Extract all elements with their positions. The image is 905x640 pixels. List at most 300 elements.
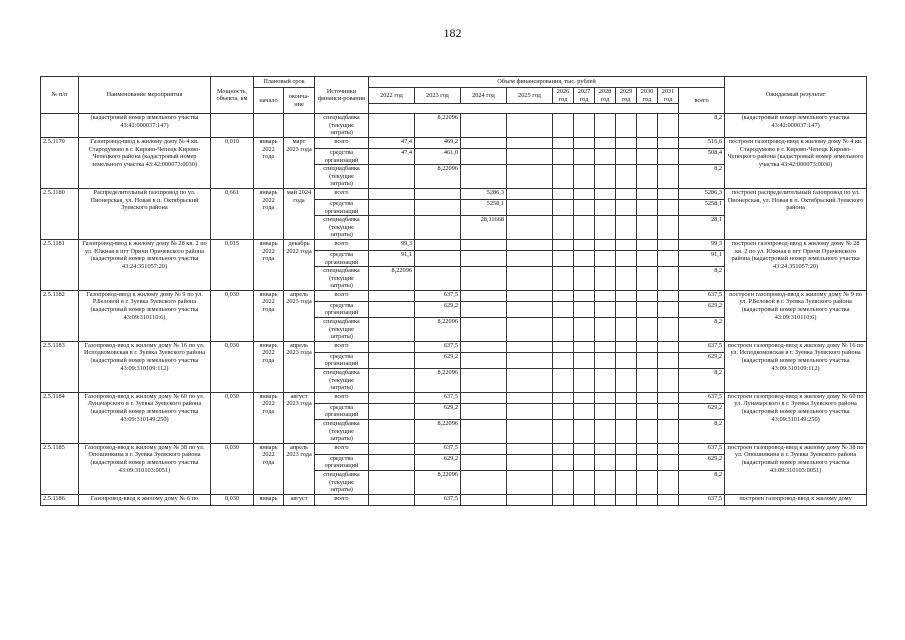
header-name: Наименование мероприятия bbox=[79, 77, 211, 114]
table-row bbox=[41, 239, 867, 250]
value-total: 637,5 bbox=[679, 494, 725, 505]
value-2024 bbox=[461, 148, 507, 164]
value-empty bbox=[658, 267, 679, 291]
value-2022 bbox=[369, 443, 415, 454]
value-2023 bbox=[415, 239, 461, 250]
value-empty bbox=[553, 267, 574, 291]
item-source: всего bbox=[315, 341, 369, 352]
value-empty bbox=[637, 470, 658, 494]
value-2022 bbox=[369, 199, 415, 215]
value-empty bbox=[595, 216, 616, 240]
value-empty bbox=[658, 239, 679, 250]
table-row bbox=[41, 188, 867, 199]
item-number: 2.5.1182 bbox=[41, 290, 79, 341]
item-result: построен распределительный газопровод по ул. Пионерская, ул. Новая в п. Октябрьский Зуевского района bbox=[725, 188, 867, 239]
value-2024 bbox=[461, 454, 507, 470]
value-total: 629,2 bbox=[679, 454, 725, 470]
item-result: построен газопровод-ввод к жилому дому № 4 кв. Стародумово в г. Кирово-Чепецк Кирово-Чепецкого района (кадастровый номер земельного участка 43:42:000073:0030) bbox=[725, 137, 867, 188]
value-2023: 637,5 bbox=[415, 392, 461, 403]
value-2023: 637,5 bbox=[415, 443, 461, 454]
table-row-last bbox=[41, 494, 867, 505]
item-power: 0,030 bbox=[211, 443, 254, 494]
value-empty bbox=[595, 301, 616, 317]
value-empty bbox=[616, 443, 637, 454]
value-empty bbox=[574, 318, 595, 342]
item-number: 2.5.1179 bbox=[41, 137, 79, 188]
value-empty bbox=[637, 301, 658, 317]
page-number: 182 bbox=[443, 26, 462, 40]
value-empty bbox=[637, 494, 658, 505]
value-total: 8,2 bbox=[679, 470, 725, 494]
value-empty bbox=[553, 392, 574, 403]
item-result: построен газопровод-ввод к жилому дому № 16 по ул. Исподкомовская в г. Зуевка Зуевского района (кадастровый номер земельного участка 43:09:310109:112) bbox=[725, 341, 867, 392]
value-2022 bbox=[369, 369, 415, 393]
item-source: спецнадбавка (текущие затраты) bbox=[315, 318, 369, 342]
value-empty bbox=[553, 443, 574, 454]
value-empty bbox=[595, 443, 616, 454]
value-empty bbox=[553, 148, 574, 164]
value-empty bbox=[616, 148, 637, 164]
header-power: Мощность, объекта, км bbox=[211, 77, 254, 114]
value-empty bbox=[637, 454, 658, 470]
value-empty bbox=[637, 392, 658, 403]
value-empty bbox=[658, 341, 679, 352]
value-empty bbox=[574, 443, 595, 454]
value-empty bbox=[595, 290, 616, 301]
value-total: 8,2 bbox=[679, 267, 725, 291]
value-2024 bbox=[461, 369, 507, 393]
item-result: построен газопровод-ввод к жилому дому № 38 по ул. Опошинкина в г. Зуевка Зуевского района (кадастровый номер земельного участка 43:09:310103:0051) bbox=[725, 443, 867, 494]
value-2023: 629,2 bbox=[415, 352, 461, 368]
item-source: средства организаций bbox=[315, 301, 369, 317]
item-source: средства организаций bbox=[315, 454, 369, 470]
value-empty bbox=[616, 250, 637, 266]
value-empty bbox=[553, 369, 574, 393]
item-end: май 2024 года bbox=[284, 188, 315, 239]
value-empty bbox=[637, 352, 658, 368]
value-empty bbox=[595, 188, 616, 199]
value-empty bbox=[553, 494, 574, 505]
value-2022 bbox=[369, 301, 415, 317]
item-end: апрель 2023 года bbox=[284, 443, 315, 494]
value-empty bbox=[637, 267, 658, 291]
value-empty bbox=[637, 290, 658, 301]
header-year: 2029 год bbox=[616, 88, 637, 104]
value-empty bbox=[616, 369, 637, 393]
header-year: 2026 год bbox=[553, 88, 574, 104]
item-end: декабрь 2022 года bbox=[284, 239, 315, 290]
value-empty bbox=[616, 470, 637, 494]
value-2023: 629,2 bbox=[415, 403, 461, 419]
table-body bbox=[41, 114, 867, 506]
value-empty bbox=[574, 239, 595, 250]
item-number: 2.5.1180 bbox=[41, 188, 79, 239]
value-total: 8,2 bbox=[679, 165, 725, 189]
value-2023: 8,22096 bbox=[415, 318, 461, 342]
value-empty bbox=[658, 290, 679, 301]
item-source: всего bbox=[315, 392, 369, 403]
value-empty bbox=[553, 239, 574, 250]
value-empty bbox=[616, 454, 637, 470]
value-empty bbox=[553, 250, 574, 266]
value-empty bbox=[658, 250, 679, 266]
item-number: 2.5.1183 bbox=[41, 341, 79, 392]
value-empty bbox=[616, 392, 637, 403]
value-empty bbox=[507, 199, 553, 215]
value-2023: 8,22096 bbox=[415, 165, 461, 189]
value-empty bbox=[553, 341, 574, 352]
value-empty bbox=[658, 420, 679, 444]
value-2024 bbox=[461, 420, 507, 444]
value-empty bbox=[637, 420, 658, 444]
item-end: август 2023 года bbox=[284, 392, 315, 443]
value-total: 637,5 bbox=[679, 392, 725, 403]
value-empty bbox=[616, 420, 637, 444]
value-2022: 8,22096 bbox=[369, 267, 415, 291]
value-empty bbox=[595, 403, 616, 419]
table-header bbox=[41, 77, 867, 114]
value-2024 bbox=[461, 137, 507, 148]
item-number: 2.5.1184 bbox=[41, 392, 79, 443]
value-empty bbox=[637, 216, 658, 240]
item-name: Газопровод-ввод к жилому дому № 6 по bbox=[79, 494, 211, 505]
value-empty bbox=[574, 216, 595, 240]
value-total: 99,3 bbox=[679, 239, 725, 250]
value-empty bbox=[553, 188, 574, 199]
value-2024 bbox=[461, 352, 507, 368]
table-row bbox=[41, 137, 867, 148]
value-empty bbox=[553, 420, 574, 444]
value-empty bbox=[637, 188, 658, 199]
value-empty bbox=[658, 318, 679, 342]
value-empty bbox=[553, 199, 574, 215]
header-source: Источники финанси-рования bbox=[315, 77, 369, 114]
item-name: Газопровод-ввод к жилому дому № 4 кв. Стародумово в г. Кирово-Чепецк Кирово-Чепецкого района (кадастровый номер земельного участка 43:42:000073:0030) bbox=[79, 137, 211, 188]
value-empty bbox=[616, 165, 637, 189]
table-row bbox=[41, 341, 867, 352]
item-start: январь 2022 года bbox=[254, 443, 284, 494]
item-source: спецнадбавка (текущие затраты) bbox=[315, 369, 369, 393]
value-empty bbox=[553, 216, 574, 240]
value-empty bbox=[507, 290, 553, 301]
value-empty bbox=[507, 443, 553, 454]
value-total: 8,2 bbox=[679, 114, 725, 138]
item-end: апрель 2023 года bbox=[284, 341, 315, 392]
item-source: всего bbox=[315, 137, 369, 148]
value-empty bbox=[616, 216, 637, 240]
value-total: 629,2 bbox=[679, 352, 725, 368]
header-plan-start: начало bbox=[254, 88, 284, 114]
value-2024 bbox=[461, 318, 507, 342]
value-empty bbox=[507, 403, 553, 419]
value-2022: 91,1 bbox=[369, 250, 415, 266]
header-year: 2031 год bbox=[658, 88, 679, 104]
value-empty bbox=[658, 199, 679, 215]
value-2022: 47,4 bbox=[369, 137, 415, 148]
value-empty bbox=[637, 443, 658, 454]
value-empty bbox=[574, 392, 595, 403]
value-2022 bbox=[369, 216, 415, 240]
value-2024 bbox=[461, 301, 507, 317]
value-empty bbox=[637, 403, 658, 419]
item-source: всего bbox=[315, 188, 369, 199]
item-name: Газопровод-ввод к жилому дому № 16 по ул. Исподкомовская в г. Зуевка Зуевского района (кадастровый номер земельного участка 43:09:310109:112) bbox=[79, 341, 211, 392]
value-empty bbox=[574, 470, 595, 494]
header-total: всего bbox=[679, 88, 725, 114]
value-empty bbox=[507, 216, 553, 240]
value-empty bbox=[637, 369, 658, 393]
value-2023: 8,22096 bbox=[415, 420, 461, 444]
value-2023: 629,2 bbox=[415, 454, 461, 470]
item-result: построен газопровод-ввод к жилому дому № 60 по ул. Луначарского в г. Зуевка Зуевского района (кадастровый номер земельного участка 43:09:310149:250) bbox=[725, 392, 867, 443]
value-empty bbox=[616, 318, 637, 342]
item-name: Газопровод-ввод к жилому дому № 60 по ул. Луначарского в г. Зуевка Зуевского района (кадастровый номер земельного участка 43:09:310149:250) bbox=[79, 392, 211, 443]
value-empty bbox=[574, 267, 595, 291]
value-empty bbox=[507, 454, 553, 470]
value-empty bbox=[553, 165, 574, 189]
item-result: (кадастровый номер земельного участка 43:42:000037:147) bbox=[725, 114, 867, 138]
value-empty bbox=[507, 137, 553, 148]
value-2023: 637,5 bbox=[415, 494, 461, 505]
header-plan: Плановый срок bbox=[254, 77, 315, 88]
value-empty bbox=[507, 301, 553, 317]
value-2022 bbox=[369, 392, 415, 403]
value-2024 bbox=[461, 165, 507, 189]
value-empty bbox=[574, 420, 595, 444]
value-total: 5258,1 bbox=[679, 199, 725, 215]
value-empty bbox=[658, 216, 679, 240]
value-2022 bbox=[369, 188, 415, 199]
header-year: 2030 год bbox=[637, 88, 658, 104]
value-empty bbox=[595, 494, 616, 505]
value-empty bbox=[616, 352, 637, 368]
header-year: 2028 год bbox=[595, 88, 616, 104]
value-empty bbox=[658, 470, 679, 494]
value-total: 629,2 bbox=[679, 403, 725, 419]
item-power: 0,015 bbox=[211, 239, 254, 290]
item-name: (кадастровый номер земельного участка 43:42:000037:147) bbox=[79, 114, 211, 138]
value-empty bbox=[616, 403, 637, 419]
value-total: 516,6 bbox=[679, 137, 725, 148]
value-empty bbox=[574, 341, 595, 352]
value-empty bbox=[507, 318, 553, 342]
value-empty bbox=[553, 352, 574, 368]
table-row bbox=[41, 392, 867, 403]
value-empty bbox=[658, 392, 679, 403]
value-empty bbox=[637, 239, 658, 250]
item-number: 2.5.1181 bbox=[41, 239, 79, 290]
value-total: 637,5 bbox=[679, 443, 725, 454]
value-2022 bbox=[369, 352, 415, 368]
table-row bbox=[41, 290, 867, 301]
item-name: Газопровод-ввод к жилому дому № 38 по ул. Опошинкина в г. Зуевка Зуевского района (кадастровый номер земельного участка 43:09:310103:0051) bbox=[79, 443, 211, 494]
value-empty bbox=[595, 250, 616, 266]
item-start: январь 2022 года bbox=[254, 188, 284, 239]
value-2024 bbox=[461, 341, 507, 352]
value-empty bbox=[616, 301, 637, 317]
value-total: 637,5 bbox=[679, 341, 725, 352]
value-empty bbox=[658, 443, 679, 454]
value-empty bbox=[595, 267, 616, 291]
value-total: 5286,3 bbox=[679, 188, 725, 199]
value-empty bbox=[637, 165, 658, 189]
value-empty bbox=[658, 369, 679, 393]
value-empty bbox=[658, 352, 679, 368]
item-source: спецнадбавка (текущие затраты) bbox=[315, 216, 369, 240]
item-source: средства организаций bbox=[315, 403, 369, 419]
value-empty bbox=[595, 341, 616, 352]
value-2023 bbox=[415, 267, 461, 291]
item-end: апрель 2023 года bbox=[284, 290, 315, 341]
value-empty bbox=[574, 148, 595, 164]
value-empty bbox=[595, 470, 616, 494]
value-empty bbox=[553, 290, 574, 301]
item-power: 0,030 bbox=[211, 341, 254, 392]
value-empty bbox=[507, 494, 553, 505]
value-2022 bbox=[369, 341, 415, 352]
value-2023 bbox=[415, 199, 461, 215]
item-source: средства организаций bbox=[315, 148, 369, 164]
value-empty bbox=[507, 148, 553, 164]
value-2023: 8,22096 bbox=[415, 369, 461, 393]
value-2022 bbox=[369, 420, 415, 444]
value-empty bbox=[595, 199, 616, 215]
value-empty bbox=[574, 403, 595, 419]
value-2024: 5258,1 bbox=[461, 199, 507, 215]
item-end: март 2023 года bbox=[284, 137, 315, 188]
value-2024 bbox=[461, 239, 507, 250]
value-empty bbox=[658, 137, 679, 148]
value-total: 629,2 bbox=[679, 301, 725, 317]
value-2023 bbox=[415, 188, 461, 199]
value-total: 91,1 bbox=[679, 250, 725, 266]
item-result: построен газопровод-ввод к жилому дому bbox=[725, 494, 867, 505]
item-power: 0,010 bbox=[211, 137, 254, 188]
value-empty bbox=[574, 369, 595, 393]
value-2024 bbox=[461, 250, 507, 266]
header-result: Ожидаемый результат bbox=[725, 77, 867, 114]
value-empty bbox=[507, 369, 553, 393]
value-empty bbox=[595, 420, 616, 444]
value-empty bbox=[507, 165, 553, 189]
value-empty bbox=[369, 494, 415, 505]
value-empty bbox=[507, 188, 553, 199]
value-2024 bbox=[461, 403, 507, 419]
value-2022 bbox=[369, 470, 415, 494]
value-total: 8,2 bbox=[679, 369, 725, 393]
value-2023: 8,22096 bbox=[415, 470, 461, 494]
value-2024 bbox=[461, 443, 507, 454]
table-row bbox=[41, 443, 867, 454]
value-2024 bbox=[461, 290, 507, 301]
item-start: январь 2022 года bbox=[254, 137, 284, 188]
item-start: январь 2022 года bbox=[254, 290, 284, 341]
value-total: 637,5 bbox=[679, 290, 725, 301]
item-start: январь 2022 года bbox=[254, 239, 284, 290]
value-2023: 461,0 bbox=[415, 148, 461, 164]
value-2022 bbox=[369, 318, 415, 342]
value-empty bbox=[616, 494, 637, 505]
value-empty bbox=[595, 148, 616, 164]
item-power: 0,030 bbox=[211, 392, 254, 443]
value-empty bbox=[616, 199, 637, 215]
item-name: Распределительный газопровод по ул. Пионерская, ул. Новая в п. Октябрьский Зуевского района bbox=[79, 188, 211, 239]
value-empty bbox=[658, 165, 679, 189]
header-volume: Объем финансирования, тыс. рублей bbox=[369, 77, 725, 88]
value-empty bbox=[574, 301, 595, 317]
item-power: 0,661 bbox=[211, 188, 254, 239]
value-2022 bbox=[369, 165, 415, 189]
value-empty bbox=[658, 188, 679, 199]
value-empty bbox=[574, 165, 595, 189]
value-empty bbox=[658, 148, 679, 164]
item-power: 0,030 bbox=[211, 494, 254, 505]
value-2024: 28,11668 bbox=[461, 216, 507, 240]
header-num: № п/п bbox=[41, 77, 79, 114]
value-empty bbox=[616, 239, 637, 250]
value-empty bbox=[595, 318, 616, 342]
header-plan-end: оконча-ние bbox=[284, 88, 315, 114]
value-empty bbox=[595, 454, 616, 470]
value-empty bbox=[574, 137, 595, 148]
item-source: спецнадбавка (текущие затраты) bbox=[315, 470, 369, 494]
item-number: 2.5.1186 bbox=[41, 494, 79, 505]
item-source: средства организаций bbox=[315, 199, 369, 215]
value-2023 bbox=[415, 250, 461, 266]
value-empty bbox=[616, 341, 637, 352]
item-start: январь 2022 года bbox=[254, 341, 284, 392]
item-source: спецнадбавка (текущие затраты) bbox=[315, 165, 369, 189]
value-empty bbox=[507, 250, 553, 266]
value-empty bbox=[553, 318, 574, 342]
value-empty bbox=[595, 137, 616, 148]
item-number: 2.5.1185 bbox=[41, 443, 79, 494]
value-total: 8,2 bbox=[679, 318, 725, 342]
value-empty bbox=[507, 352, 553, 368]
value-empty bbox=[461, 494, 507, 505]
value-empty bbox=[616, 267, 637, 291]
item-source: всего bbox=[315, 290, 369, 301]
value-2022: 47,4 bbox=[369, 148, 415, 164]
value-empty bbox=[574, 352, 595, 368]
value-empty bbox=[637, 250, 658, 266]
value-empty bbox=[616, 137, 637, 148]
value-empty bbox=[507, 392, 553, 403]
value-empty bbox=[658, 403, 679, 419]
value-2024: 5286,3 bbox=[461, 188, 507, 199]
item-result: построен газопровод-ввод к жилому дому № 28 кв. 2 по ул. Южная в пгт Оричи Оричевского района (кадастровый номер земельного участка 43:24:351057:20) bbox=[725, 239, 867, 290]
value-empty bbox=[616, 290, 637, 301]
value-2023: 8,22096 bbox=[415, 114, 461, 138]
value-total: 28,1 bbox=[679, 216, 725, 240]
value-empty bbox=[595, 392, 616, 403]
value-empty bbox=[553, 403, 574, 419]
item-source: спецнадбавка (текущие затраты) bbox=[315, 114, 369, 138]
value-empty bbox=[616, 188, 637, 199]
value-empty bbox=[637, 341, 658, 352]
value-2023: 637,5 bbox=[415, 290, 461, 301]
value-2023: 469,2 bbox=[415, 137, 461, 148]
value-empty bbox=[658, 494, 679, 505]
header-year: 2022 год bbox=[369, 88, 415, 104]
value-empty bbox=[595, 352, 616, 368]
value-empty bbox=[507, 267, 553, 291]
value-empty bbox=[507, 420, 553, 444]
financing-table bbox=[40, 76, 867, 506]
item-source: всего bbox=[315, 494, 369, 505]
value-2023: 629,2 bbox=[415, 301, 461, 317]
value-2024 bbox=[461, 392, 507, 403]
